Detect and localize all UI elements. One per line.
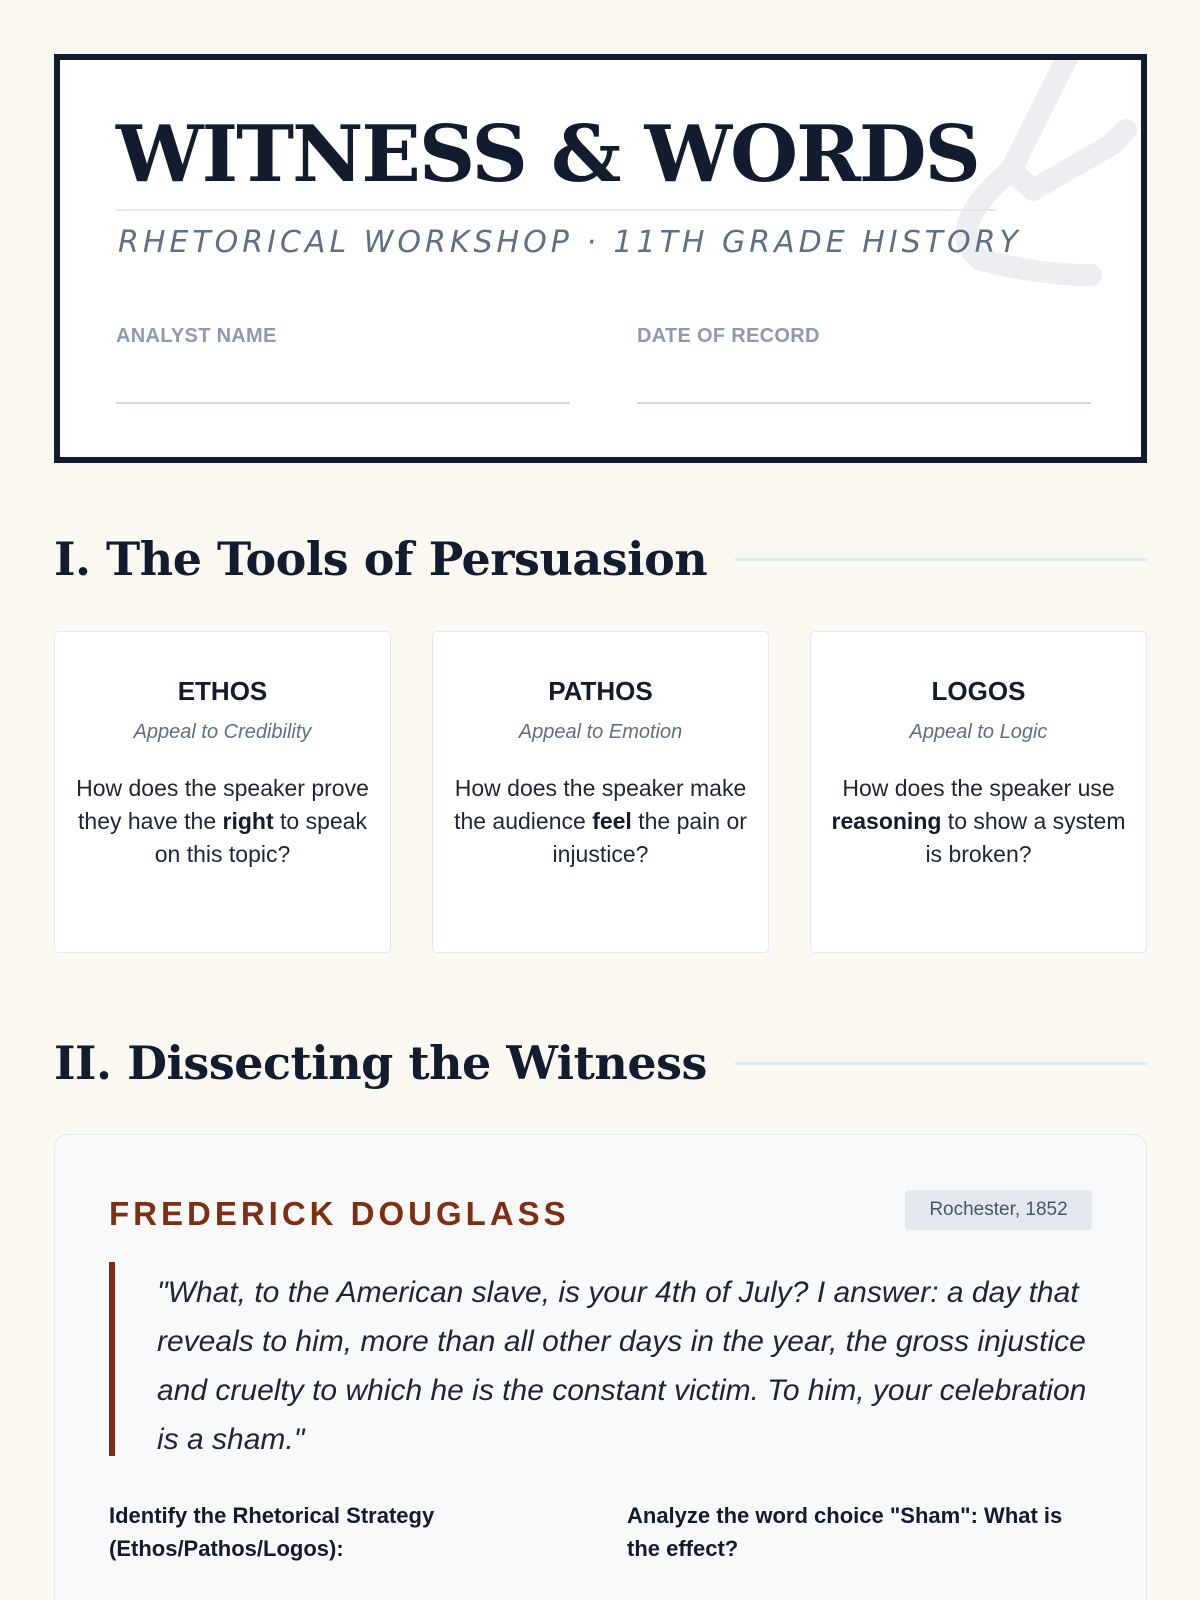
page-subtitle: RHETORICAL WORKSHOP · 11TH GRADE HISTORY (118, 225, 1022, 260)
date-of-record-field[interactable] (637, 402, 1091, 404)
witness-name: FREDERICK DOUGLASS (109, 1195, 570, 1232)
section-divider (735, 558, 1147, 561)
tool-description: How does the speaker use reasoning to show a system is broken? (831, 775, 1126, 867)
section-divider (735, 1062, 1147, 1065)
ethos-card (54, 631, 391, 953)
tool-subtitle: Appeal to Credibility (133, 721, 312, 743)
location-badge: Rochester, 1852 (905, 1190, 1092, 1230)
section-witness-heading (54, 1036, 1147, 1090)
tool-description: How does the speaker make the audience feel the pain or injustice? (454, 775, 747, 867)
strategy-question: Identify the Rhetorical Strategy (Ethos/Pathos/Logos): (109, 1503, 435, 1561)
logos-card (810, 631, 1147, 953)
section-title: I. The Tools of Persuasion (54, 532, 708, 586)
tool-name: ETHOS (177, 676, 268, 706)
header-card (54, 54, 1147, 463)
page-title: WITNESS & WORDS (116, 109, 979, 200)
quote-accent-bar (109, 1262, 115, 1456)
section-title: II. Dissecting the Witness (54, 1036, 707, 1090)
tool-description: How does the speaker prove they have the right to speak on this topic? (76, 775, 369, 867)
tool-name: PATHOS (548, 676, 653, 706)
word-choice-question: Analyze the word choice "Sham": What is the effect? (627, 1503, 1063, 1561)
tool-subtitle: Appeal to Logic (909, 721, 1048, 743)
tool-name: LOGOS (931, 676, 1026, 706)
pathos-card (432, 631, 769, 953)
date-of-record-label: DATE OF RECORD (637, 325, 820, 347)
analyst-name-field[interactable] (116, 402, 570, 404)
witness-card (54, 1134, 1147, 1600)
section-tools-heading (54, 532, 1147, 586)
witness-quote: "What, to the American slave, is your 4th of July? I answer: a day that reveals to him, more than all other days in the year, the gross injustice and cruelty to which he is the constant victim. To him, your celebration is a sham." (157, 1276, 1087, 1456)
tool-subtitle: Appeal to Emotion (518, 721, 683, 743)
title-divider (116, 209, 996, 211)
analyst-name-label: ANALYST NAME (116, 325, 277, 347)
